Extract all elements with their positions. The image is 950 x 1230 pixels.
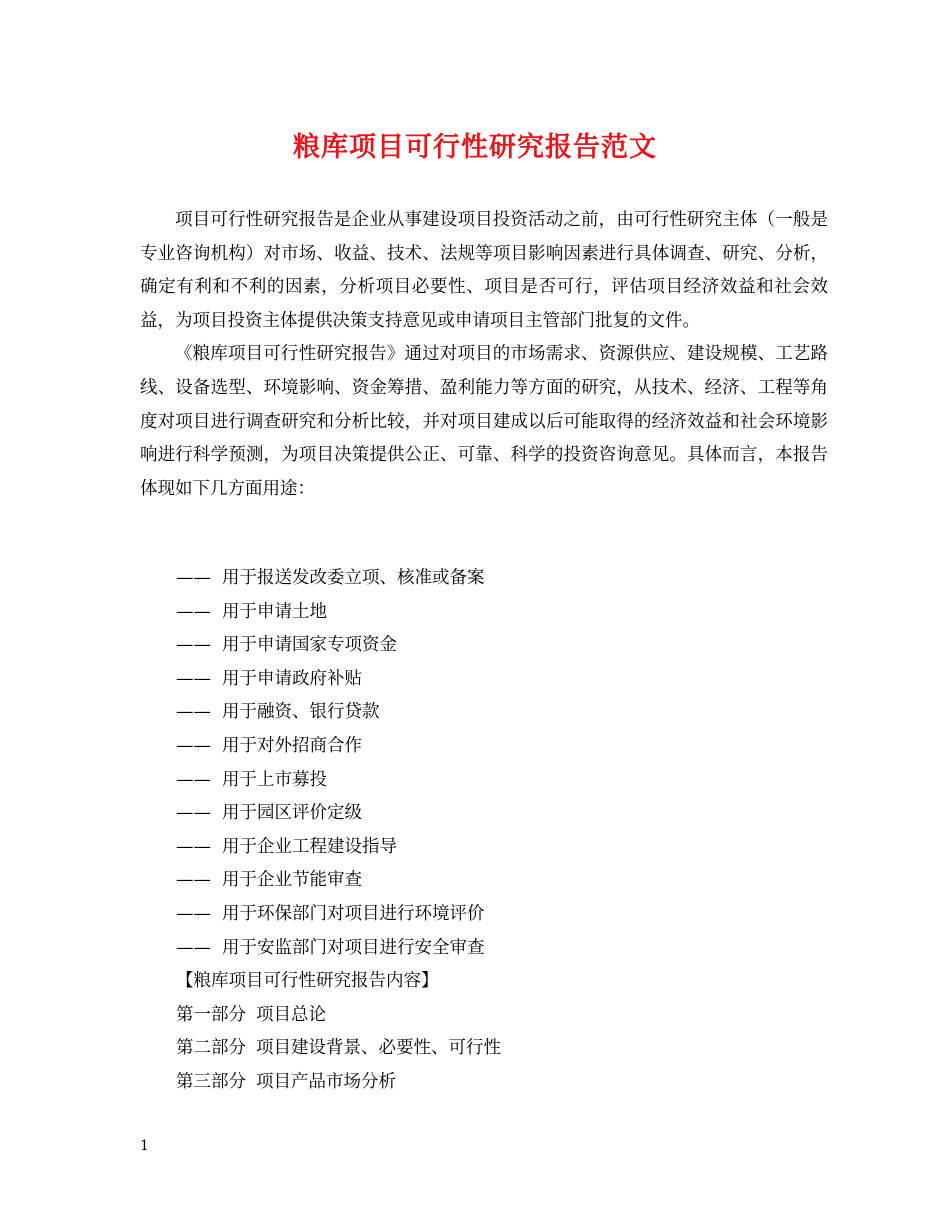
dash-marker: —— — [176, 870, 211, 891]
list-item — [176, 596, 836, 630]
list-item-text: 用于园区评价定级 — [222, 803, 362, 824]
intro-text — [140, 204, 828, 506]
paragraph-definition: 项目可行性研究报告是企业从事建设项目投资活动之前，由可行性研究主体（一般是专业咨询机构）对市场、收益、技术、法规等项目影响因素进行具体调查、研究、分析，确定有利和不利的因素，分析项目必要性、项目是否可行，评估项目经济效益和社会效益，为项目投资主体提供决策支持意见或申请项目主管部门批复的文件。 — [140, 210, 828, 331]
list-item — [176, 629, 836, 663]
dash-marker: —— — [176, 568, 211, 588]
section-label: 第二部分 — [176, 1038, 246, 1059]
list-item-text: 用于报送发改委立项、核准或备案 — [222, 568, 485, 588]
list-item-text: 用于安监部门对项目进行安全审查 — [222, 937, 485, 958]
dash-marker: —— — [176, 601, 211, 622]
list-item — [176, 898, 836, 932]
section-label: 第一部分 — [176, 1004, 246, 1025]
contents-section — [176, 965, 836, 1099]
list-item-text: 用于对外招商合作 — [222, 735, 362, 756]
section-line — [176, 999, 836, 1033]
list-item — [176, 663, 836, 697]
list-item — [176, 932, 836, 966]
section-title: 项目建设背景、必要性、可行性 — [256, 1038, 501, 1059]
list-item — [176, 562, 836, 596]
dash-marker: —— — [176, 735, 211, 756]
list-item — [176, 764, 836, 798]
section-line — [176, 1032, 836, 1066]
list-item-text: 用于融资、银行贷款 — [222, 702, 380, 723]
list-item — [176, 864, 836, 898]
list-item-text: 用于上市募投 — [222, 769, 327, 790]
list-item — [176, 696, 836, 730]
dash-marker: —— — [176, 937, 211, 958]
document-title: 粮库项目可行性研究报告范文 — [293, 132, 657, 163]
section-title: 项目产品市场分析 — [256, 1071, 396, 1092]
list-item-text: 用于申请政府补贴 — [222, 668, 362, 689]
list-item — [176, 730, 836, 764]
list-item — [176, 831, 836, 865]
uses-list — [176, 562, 836, 965]
dash-marker: —— — [176, 702, 211, 723]
contents-heading: 【粮库项目可行性研究报告内容】 — [176, 971, 439, 991]
section-line — [176, 1066, 836, 1100]
list-item-text: 用于企业节能审查 — [222, 870, 362, 891]
list-item-text: 用于企业工程建设指导 — [222, 836, 397, 857]
dash-marker: —— — [176, 903, 211, 924]
page-number: 1 — [140, 1138, 149, 1154]
dash-marker: —— — [176, 668, 211, 689]
list-item-text: 用于申请国家专项资金 — [222, 635, 397, 656]
dash-marker: —— — [176, 836, 211, 857]
list-item-text: 用于环保部门对项目进行环境评价 — [222, 903, 485, 924]
paragraph-report-purpose: 《粮库项目可行性研究报告》通过对项目的市场需求、资源供应、建设规模、工艺路线、设备选型、环境影响、资金筹措、盈利能力等方面的研究，从技术、经济、工程等角度对项目进行调查研究和分析比较，并对项目建成以后可能取得的经济效益和社会环境影响进行科学预测，为项目决策提供公正、可靠、科学的投资咨询意见。具体而言，本报告体现如下几方面用途： — [140, 344, 828, 499]
dash-marker: —— — [176, 769, 211, 790]
section-title: 项目总论 — [256, 1004, 326, 1025]
dash-marker: —— — [176, 635, 211, 656]
list-item-text: 用于申请土地 — [222, 601, 327, 622]
list-item — [176, 797, 836, 831]
dash-marker: —— — [176, 803, 211, 824]
section-label: 第三部分 — [176, 1071, 246, 1092]
